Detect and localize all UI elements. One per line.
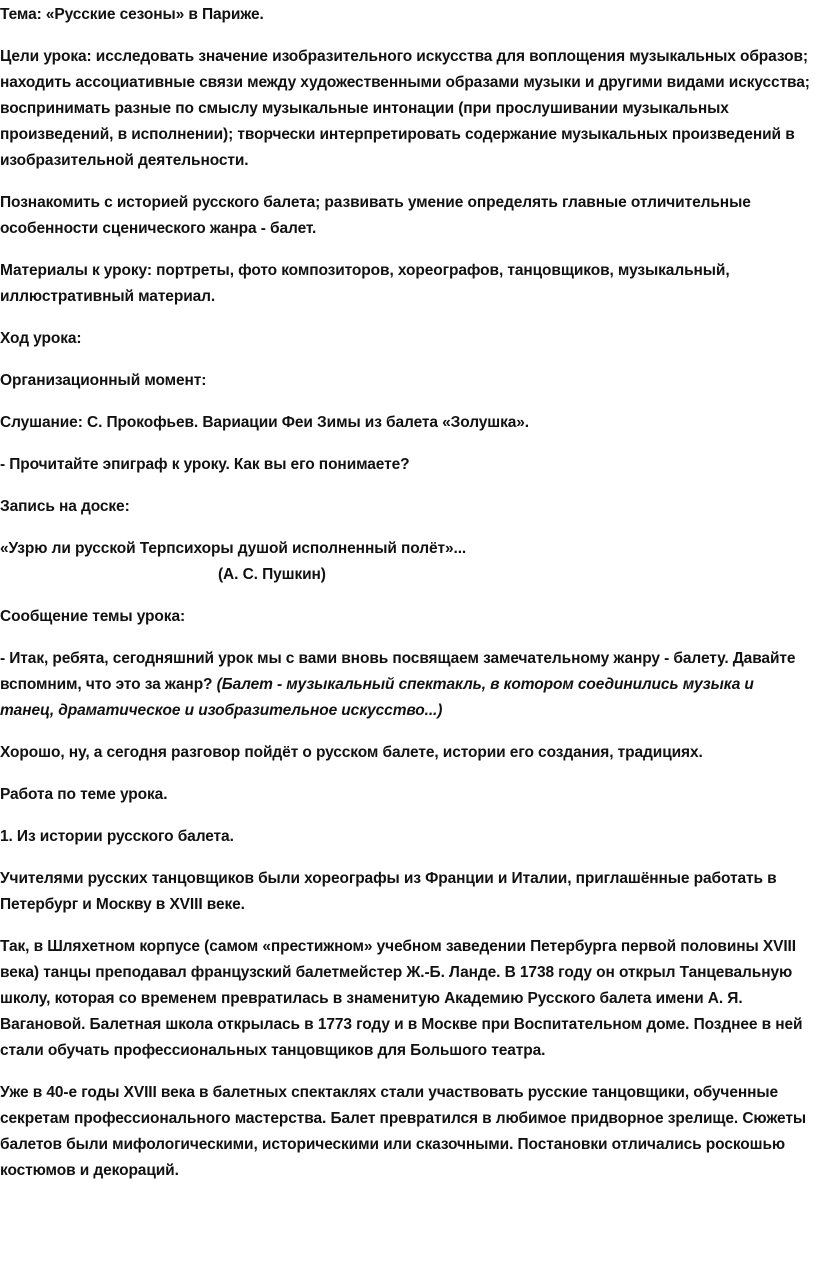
epigraph-question: - Прочитайте эпиграф к уроку. Как вы его понимаете? — [0, 456, 410, 473]
lesson-intro: Познакомить с историей русского балета; развивать умение определять главные отличительные особенности сценического жанра - балет. — [0, 194, 751, 237]
dialog-paragraph — [0, 646, 812, 724]
board-note-heading: Запись на доске: — [0, 498, 130, 515]
lesson-materials: Материалы к уроку: портреты, фото композиторов, хореографов, танцовщиков, музыкальный, иллюстративный материал. — [0, 262, 730, 305]
teachers-paragraph: Учителями русских танцовщиков были хореографы из Франции и Италии, приглашённые работать в Петербург и Москву в XVIII веке. — [0, 870, 777, 913]
epigraph-quote: «Узрю ли русской Терпсихоры душой исполненный полёт»... — [0, 540, 467, 557]
school-paragraph: Так, в Шляхетном корпусе (самом «престижном» учебном заведении Петербурга первой половины XVIII века) танцы преподавал французский балетмейстер Ж.-Б. Ланде. В 1738 году он открыл Танцевальную школу, которая со временем превратилась в знаменитую Академию Русского балета имени А. Я. Вагановой. Балетная школа открылась в 1773 году и в Москве при Воспитательном доме. Позднее в ней стали обучать профессиональных танцовщиков для Большого театра. — [0, 938, 803, 1059]
today-talk: Хорошо, ну, а сегодня разговор пойдёт о русском балете, истории его создания, традициях. — [0, 744, 703, 761]
org-moment-heading: Организационный момент: — [0, 372, 207, 389]
epigraph-author: (А. С. Пушкин) — [218, 566, 326, 583]
dialog-main-text: - Итак, ребята, сегодняшний урок мы с вами вновь посвящаем замечательному жанру - балету. Давайте вспомним, что это за жанр? — [0, 650, 796, 693]
topic-message-heading: Сообщение темы урока: — [0, 608, 186, 625]
lesson-goals: Цели урока: исследовать значение изобразительного искусства для воплощения музыкальных образов; находить ассоциативные связи между художественными образами музыки и другими видами искусства; воспринимать разные по смыслу музыкальные интонации (при прослушивании музыкальных произведений, в исполнении); творчески интерпретировать содержание музыкальных произведений в изобразительной деятельности. — [0, 48, 810, 169]
dialog-answer-text: (Балет - музыкальный спектакль, в котором соединились музыка и танец, драматическое и изобразительное искусство...) — [0, 676, 754, 719]
forties-paragraph: Уже в 40-е годы XVIII века в балетных спектаклях стали участвовать русские танцовщики, обученные секретам профессионального мастерства. Балет превратился в любимое придворное зрелище. Сюжеты балетов были мифологическими, историческими или сказочными. Постановки отличались роскошью костюмов и декораций. — [0, 1084, 806, 1179]
listening-line: Слушание: С. Прокофьев. Вариации Феи Зимы из балета «Золушка». — [0, 414, 529, 431]
lesson-flow-heading: Ход урока: — [0, 330, 82, 347]
lesson-topic: Тема: «Русские сезоны» в Париже. — [0, 6, 264, 23]
work-on-topic-heading: Работа по теме урока. — [0, 786, 168, 803]
section-1-heading: 1. Из истории русского балета. — [0, 828, 234, 845]
